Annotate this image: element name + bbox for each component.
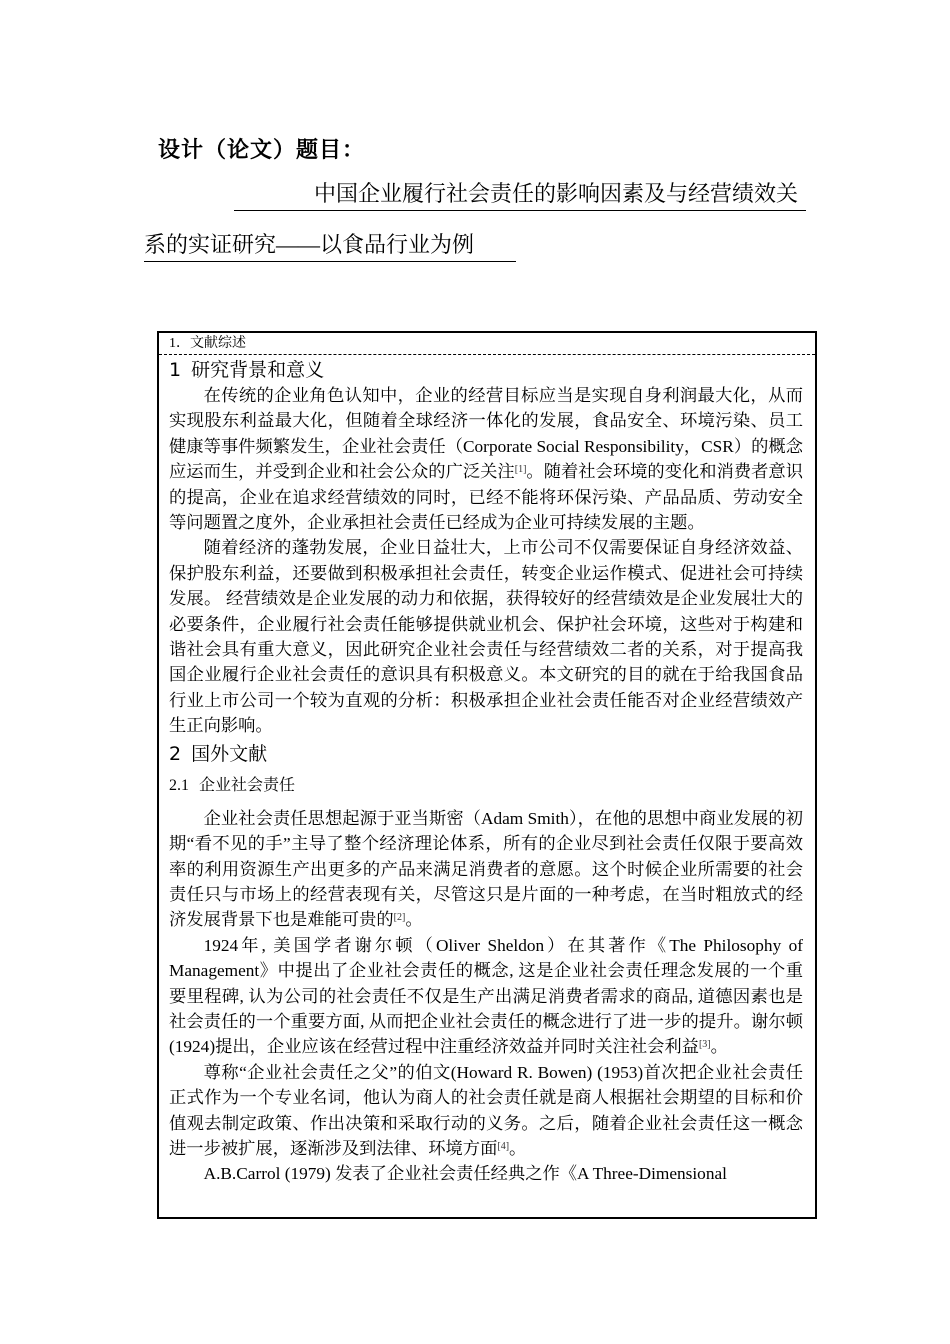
section-2-1-title: 企业社会责任 bbox=[199, 774, 296, 794]
paragraph-4-tail: 。 bbox=[710, 1037, 728, 1057]
paragraph-3-tail: 。 bbox=[405, 910, 423, 930]
thesis-title-line-2: 系的实证研究——以食品行业为例 bbox=[144, 229, 516, 262]
citation-3: [3] bbox=[698, 1039, 711, 1051]
section-2-heading bbox=[169, 741, 803, 767]
section-1-heading bbox=[169, 357, 803, 383]
paragraph-4 bbox=[169, 933, 803, 1060]
paragraph-3-text: 企业社会责任思想起源于亚当斯密（Adam Smith），在他的思想中商业发展的初期“看不见的手”主导了整个经济理论体系，所有的企业尽到社会责任仅限于要高效率的利用资源生产出更多的产品来满足消费者的意愿。这个时候企业所需要的社会责任只与市场上的经营表现有关，尽管这只是片面的一种考虑，在当时粗放式的经济发展背景下也是难能可贵的 bbox=[169, 808, 803, 930]
page-heading: 设计（论文）题目： bbox=[158, 138, 366, 163]
box-header: 1．文献综述 bbox=[159, 333, 815, 355]
paragraph-2: 随着经济的蓬勃发展，企业日益壮大，上市公司不仅需要保证自身经济效益、保护股东利益，还要做到积极承担社会责任，转变企业运作模式、促进社会可持续发展。 经营绩效是企业发展的动力和依据，获得较好的经营绩效是企业发展壮大的必要条件，企业履行社会责任能够提供就业机会、保护社会环境，这些对于构建和谐社会具有重大意义，因此研究企业社会责任与经营绩效二者的关系，对于提高我国企业履行企业社会责任的意识具有积极意义。本文研究的目的就在于给我国食品行业上市公司一个较为直观的分析：积极承担企业社会责任能否对企业经营绩效产生正向影响。 bbox=[169, 538, 803, 736]
thesis-title-line-1 bbox=[234, 178, 806, 211]
citation-1: [1] bbox=[514, 464, 527, 476]
paragraph-5-tail: 。 bbox=[509, 1138, 527, 1158]
section-2-title: 国外文献 bbox=[191, 742, 268, 765]
citation-4: [4] bbox=[497, 1140, 510, 1152]
section-2-1-number: 2.1 bbox=[169, 776, 189, 794]
paragraph-5 bbox=[169, 1060, 803, 1162]
section-1-title: 研究背景和意义 bbox=[191, 359, 325, 381]
section-2-number: 2 bbox=[169, 742, 182, 765]
box-content bbox=[159, 357, 815, 1187]
paragraph-4-text: 1924年, 美国学者谢尔顿（Oliver Sheldon）在其著作《The Philosophy of Management》中提出了企业社会责任的概念, 这是企业社会责任理念发展的一个重要里程碑, 认为公司的社会责任不仅是生产出满足消费者需求的商品, 道德因素也是社会责任的一个重要方面, 从而把企业社会责任的概念进行了进一步的提升。谢尔顿(1924)提出，企业应该在经营过程中注重经济效益并同时关注社会利益 bbox=[169, 935, 803, 1057]
paragraph-6: A.B.Carrol (1979) 发表了企业社会责任经典之作《A Three-Dimensional bbox=[203, 1164, 727, 1184]
citation-2: [2] bbox=[393, 912, 406, 924]
literature-review-box bbox=[157, 331, 817, 1219]
paragraph-1-text: 在传统的企业角色认知中，企业的经营目标应当是实现自身利润最大化，从而实现股东利益最大化，但随着全球经济一体化的发展，食品安全、环境污染、员工健康等事件频繁发生，企业社会责任（Corporate Social Responsibility，CSR）的概念应运而生，并受到企业和社会公众的广泛关注 bbox=[169, 386, 803, 482]
section-2-1-heading bbox=[169, 773, 803, 798]
section-1-number: 1 bbox=[169, 359, 182, 381]
paragraph-5-text: 尊称“企业社会责任之父”的伯文(Howard R. Bowen) (1953)首次把企业社会责任正式作为一个专业名词，他认为商人的社会责任就是商人根据社会期望的目标和价值观去制定政策、作出决策和采取行动的义务。之后，随着企业社会责任这一概念进一步被扩展，逐渐涉及到法律、环境方面 bbox=[169, 1062, 803, 1158]
paragraph-3 bbox=[169, 806, 803, 933]
paragraph-1 bbox=[169, 383, 803, 535]
paragraph-1-tail: 。随着社会环境的变化和消费者意识的提高，企业在追求经营绩效的同时，已经不能将环保污染、产品品质、劳动安全等问题置之度外，企业承担社会责任已经成为企业可持续发展的主题。 bbox=[169, 462, 803, 533]
thesis-title-text-1: 中国企业履行社会责任的影响因素及与经营绩效关 bbox=[314, 181, 799, 206]
